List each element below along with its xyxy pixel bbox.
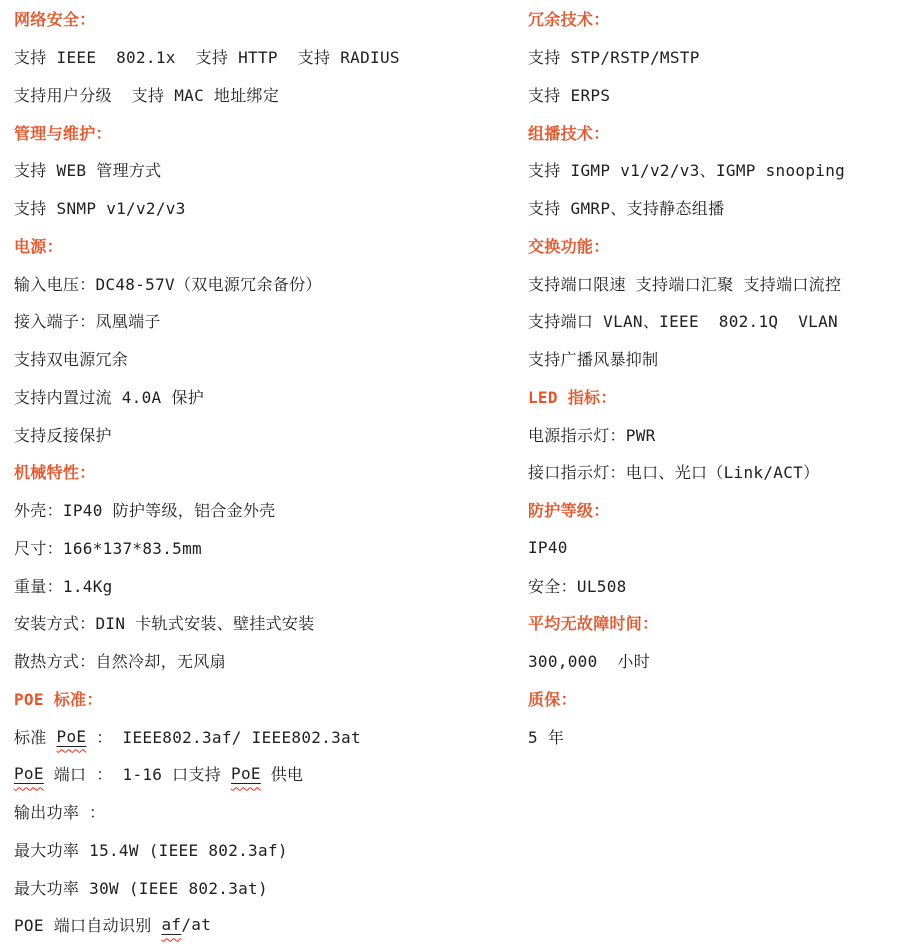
spec-text: 标准 — [14, 727, 57, 747]
spec-line — [14, 906, 489, 944]
spec-line — [14, 831, 489, 869]
spec-line — [14, 491, 489, 529]
spec-text: 接入端子：凤凰端子 — [14, 312, 161, 332]
spec-text: 尺寸：166*137*83.5mm — [14, 538, 202, 558]
spec-text: POE 端口自动识别 — [14, 916, 162, 936]
spec-line — [14, 302, 489, 340]
spec-text: 支持用户分级 支持 MAC 地址绑定 — [14, 85, 280, 105]
spellcheck-word — [161, 915, 181, 934]
spec-line — [14, 755, 489, 793]
spec-text: 重量：1.4Kg — [14, 576, 113, 596]
spec-line — [528, 340, 893, 378]
spec-line — [528, 529, 893, 567]
spec-line — [14, 151, 489, 189]
spec-line — [528, 38, 893, 76]
section-heading: POE 标准： — [14, 689, 103, 709]
spec-line — [528, 453, 893, 491]
spellcheck-word — [14, 764, 44, 783]
spellcheck-word — [231, 764, 261, 783]
spec-text: 接口指示灯：电口、光口（Link/ACT） — [528, 463, 820, 483]
spec-text: 电源指示灯：PWR — [528, 425, 656, 445]
spec-column-left — [14, 0, 489, 944]
spec-line — [528, 642, 893, 680]
spec-line — [14, 189, 489, 227]
spec-text: /at — [181, 915, 212, 935]
spec-text: 供电 — [260, 765, 304, 785]
spec-text: 输入电压：DC48-57V（双电源冗余备份） — [14, 274, 322, 294]
spec-text: 支持 WEB 管理方式 — [14, 161, 162, 181]
section-heading: 组播技术： — [528, 123, 610, 143]
spec-line — [528, 151, 893, 189]
section-heading: 质保： — [528, 689, 577, 709]
spec-text: 支持 IGMP v1/v2/v3、IGMP snooping — [528, 161, 846, 181]
spec-line — [14, 378, 489, 416]
spec-text: 安装方式：DIN 卡轨式安装、壁挂式安装 — [14, 614, 315, 634]
spellcheck-word — [57, 727, 87, 746]
spec-line — [14, 604, 489, 642]
spec-line — [14, 76, 489, 114]
spec-text: 支持端口限速 支持端口汇聚 支持端口流控 — [528, 274, 842, 294]
spec-text: 散热方式：自然冷却，无风扇 — [14, 652, 226, 672]
spec-text: 最大功率 30W (IEEE 802.3at) — [14, 878, 268, 898]
spellcheck-wavy: PoE — [56, 726, 87, 746]
spec-text: 最大功率 15.4W (IEEE 802.3af) — [14, 840, 288, 860]
spec-line — [14, 340, 489, 378]
spec-text: 5 年 — [528, 727, 565, 747]
spec-line — [14, 868, 489, 906]
spec-line — [528, 302, 893, 340]
spec-text: 支持端口 VLAN、IEEE 802.1Q VLAN — [528, 312, 838, 332]
spec-text: 输出功率 ： — [14, 803, 106, 823]
spec-line — [528, 717, 893, 755]
spellcheck-wavy: PoE — [14, 764, 44, 784]
spec-line — [14, 264, 489, 302]
spec-text: IP40 — [528, 537, 568, 557]
spec-line — [14, 642, 489, 680]
section-heading: 交换功能： — [528, 236, 610, 256]
spec-text: 外壳：IP40 防护等级，铝合金外壳 — [14, 501, 276, 521]
spec-text: 支持 ERPS — [528, 85, 611, 105]
section-heading: 平均无故障时间： — [528, 614, 659, 634]
spec-text: 安全：UL508 — [528, 576, 627, 596]
spec-text: 支持广播风暴抑制 — [528, 350, 659, 370]
spec-line — [14, 415, 489, 453]
spec-text: 支持反接保护 — [14, 425, 112, 445]
spec-line — [14, 38, 489, 76]
spec-line — [14, 566, 489, 604]
spellcheck-wavy: af — [161, 915, 182, 935]
spec-line — [14, 793, 489, 831]
section-heading: 冗余技术： — [528, 10, 610, 30]
section-heading: 管理与维护： — [14, 123, 112, 143]
spec-text: 支持 SNMP v1/v2/v3 — [14, 199, 186, 219]
section-heading: 电源： — [14, 236, 63, 256]
spec-text: 支持双电源冗余 — [14, 350, 129, 370]
section-heading: 机械特性： — [14, 463, 96, 483]
spec-line — [528, 566, 893, 604]
spec-line — [528, 189, 893, 227]
spec-line — [14, 717, 489, 755]
spec-text: 端口 ： 1-16 口支持 — [43, 765, 232, 785]
spec-text: 支持 STP/RSTP/MSTP — [528, 48, 700, 68]
section-heading: 防护等级： — [528, 501, 610, 521]
spellcheck-wavy: PoE — [231, 764, 261, 784]
section-heading: LED 指标： — [528, 387, 617, 407]
spec-text: 300,000 小时 — [528, 652, 650, 672]
spec-text: 支持 GMRP、支持静态组播 — [528, 199, 725, 219]
spec-text: 支持 IEEE 802.1x 支持 HTTP 支持 RADIUS — [14, 48, 400, 68]
spec-line — [528, 415, 893, 453]
spec-text: ： IEEE802.3af/ IEEE802.3at — [86, 727, 361, 747]
spec-line — [14, 529, 489, 567]
spec-line — [528, 264, 893, 302]
spec-column-right — [528, 0, 893, 755]
section-heading: 网络安全： — [14, 10, 96, 30]
spec-text: 支持内置过流 4.0A 保护 — [14, 387, 204, 407]
spec-line — [528, 76, 893, 114]
